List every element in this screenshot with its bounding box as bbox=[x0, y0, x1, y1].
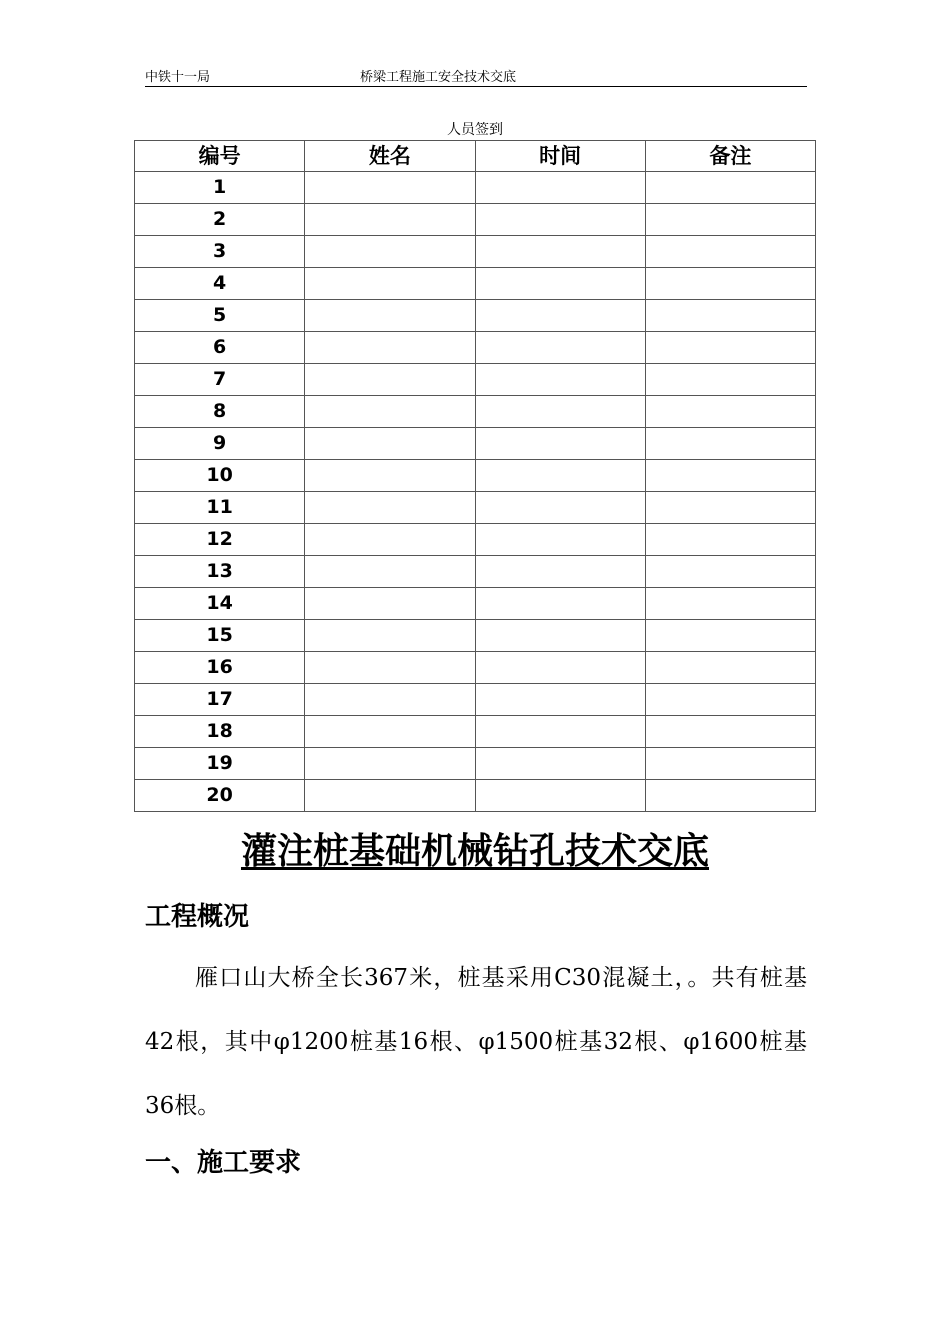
row-number: 8 bbox=[135, 396, 305, 428]
name-cell[interactable] bbox=[305, 556, 475, 588]
table-row bbox=[135, 332, 816, 364]
time-cell[interactable] bbox=[475, 236, 645, 268]
time-cell[interactable] bbox=[475, 556, 645, 588]
remarks-cell[interactable] bbox=[645, 396, 815, 428]
remarks-cell[interactable] bbox=[645, 268, 815, 300]
name-cell[interactable] bbox=[305, 460, 475, 492]
table-row bbox=[135, 204, 816, 236]
name-cell[interactable] bbox=[305, 652, 475, 684]
remarks-cell[interactable] bbox=[645, 236, 815, 268]
column-header-time: 时间 bbox=[475, 141, 645, 172]
time-cell[interactable] bbox=[475, 492, 645, 524]
row-number: 19 bbox=[135, 748, 305, 780]
row-number: 18 bbox=[135, 716, 305, 748]
remarks-cell[interactable] bbox=[645, 460, 815, 492]
row-number: 15 bbox=[135, 620, 305, 652]
time-cell[interactable] bbox=[475, 396, 645, 428]
name-cell[interactable] bbox=[305, 236, 475, 268]
table-row bbox=[135, 620, 816, 652]
table-row bbox=[135, 364, 816, 396]
remarks-cell[interactable] bbox=[645, 524, 815, 556]
name-cell[interactable] bbox=[305, 620, 475, 652]
time-cell[interactable] bbox=[475, 652, 645, 684]
name-cell[interactable] bbox=[305, 300, 475, 332]
row-number: 9 bbox=[135, 428, 305, 460]
remarks-cell[interactable] bbox=[645, 332, 815, 364]
time-cell[interactable] bbox=[475, 172, 645, 204]
row-number: 4 bbox=[135, 268, 305, 300]
time-cell[interactable] bbox=[475, 300, 645, 332]
remarks-cell[interactable] bbox=[645, 172, 815, 204]
name-cell[interactable] bbox=[305, 428, 475, 460]
column-header-remarks: 备注 bbox=[645, 141, 815, 172]
header-doc-title: 桥梁工程施工安全技术交底 bbox=[360, 70, 517, 85]
time-cell[interactable] bbox=[475, 780, 645, 812]
name-cell[interactable] bbox=[305, 748, 475, 780]
table-row bbox=[135, 428, 816, 460]
column-header-name: 姓名 bbox=[305, 141, 475, 172]
time-cell[interactable] bbox=[475, 268, 645, 300]
row-number: 1 bbox=[135, 172, 305, 204]
remarks-cell[interactable] bbox=[645, 492, 815, 524]
name-cell[interactable] bbox=[305, 396, 475, 428]
time-cell[interactable] bbox=[475, 684, 645, 716]
overview-paragraph: 雁口山大桥全长367米，桩基采用C30混凝土，。共有桩基42根，其中φ1200桩基16根、φ1500桩基32根、φ1600桩基36根。 bbox=[145, 965, 807, 1119]
table-header-row bbox=[135, 141, 816, 172]
remarks-cell[interactable] bbox=[645, 428, 815, 460]
remarks-cell[interactable] bbox=[645, 364, 815, 396]
requirements-heading: 一、施工要求 bbox=[145, 1148, 302, 1178]
remarks-cell[interactable] bbox=[645, 716, 815, 748]
table-row bbox=[135, 588, 816, 620]
row-number: 2 bbox=[135, 204, 305, 236]
time-cell[interactable] bbox=[475, 620, 645, 652]
time-cell[interactable] bbox=[475, 364, 645, 396]
row-number: 6 bbox=[135, 332, 305, 364]
name-cell[interactable] bbox=[305, 268, 475, 300]
time-cell[interactable] bbox=[475, 204, 645, 236]
page-header bbox=[145, 66, 807, 87]
name-cell[interactable] bbox=[305, 588, 475, 620]
remarks-cell[interactable] bbox=[645, 620, 815, 652]
row-number: 12 bbox=[135, 524, 305, 556]
time-cell[interactable] bbox=[475, 588, 645, 620]
time-cell[interactable] bbox=[475, 524, 645, 556]
name-cell[interactable] bbox=[305, 492, 475, 524]
table-row bbox=[135, 780, 816, 812]
signin-table bbox=[134, 140, 816, 812]
row-number: 17 bbox=[135, 684, 305, 716]
name-cell[interactable] bbox=[305, 684, 475, 716]
name-cell[interactable] bbox=[305, 524, 475, 556]
table-row bbox=[135, 652, 816, 684]
time-cell[interactable] bbox=[475, 748, 645, 780]
table-row bbox=[135, 684, 816, 716]
name-cell[interactable] bbox=[305, 332, 475, 364]
row-number: 20 bbox=[135, 780, 305, 812]
table-row bbox=[135, 748, 816, 780]
row-number: 11 bbox=[135, 492, 305, 524]
remarks-cell[interactable] bbox=[645, 588, 815, 620]
remarks-cell[interactable] bbox=[645, 652, 815, 684]
table-row bbox=[135, 172, 816, 204]
table-row bbox=[135, 492, 816, 524]
remarks-cell[interactable] bbox=[645, 556, 815, 588]
column-header-number: 编号 bbox=[135, 141, 305, 172]
table-row bbox=[135, 460, 816, 492]
main-title: 灌注桩基础机械钻孔技术交底 bbox=[240, 830, 709, 872]
row-number: 5 bbox=[135, 300, 305, 332]
table-row bbox=[135, 236, 816, 268]
row-number: 16 bbox=[135, 652, 305, 684]
signin-caption: 人员签到 bbox=[447, 122, 503, 138]
time-cell[interactable] bbox=[475, 332, 645, 364]
time-cell[interactable] bbox=[475, 428, 645, 460]
remarks-cell[interactable] bbox=[645, 204, 815, 236]
name-cell[interactable] bbox=[305, 716, 475, 748]
table-row bbox=[135, 716, 816, 748]
remarks-cell[interactable] bbox=[645, 300, 815, 332]
row-number: 14 bbox=[135, 588, 305, 620]
name-cell[interactable] bbox=[305, 364, 475, 396]
row-number: 7 bbox=[135, 364, 305, 396]
name-cell[interactable] bbox=[305, 172, 475, 204]
row-number: 3 bbox=[135, 236, 305, 268]
remarks-cell[interactable] bbox=[645, 684, 815, 716]
table-row bbox=[135, 524, 816, 556]
time-cell[interactable] bbox=[475, 716, 645, 748]
overview-heading: 工程概况 bbox=[145, 902, 250, 932]
table-row bbox=[135, 300, 816, 332]
table-row bbox=[135, 268, 816, 300]
table-row bbox=[135, 396, 816, 428]
row-number: 13 bbox=[135, 556, 305, 588]
header-org: 中铁十一局 bbox=[145, 70, 211, 85]
row-number: 10 bbox=[135, 460, 305, 492]
remarks-cell[interactable] bbox=[645, 748, 815, 780]
name-cell[interactable] bbox=[305, 204, 475, 236]
time-cell[interactable] bbox=[475, 460, 645, 492]
name-cell[interactable] bbox=[305, 780, 475, 812]
table-row bbox=[135, 556, 816, 588]
remarks-cell[interactable] bbox=[645, 780, 815, 812]
